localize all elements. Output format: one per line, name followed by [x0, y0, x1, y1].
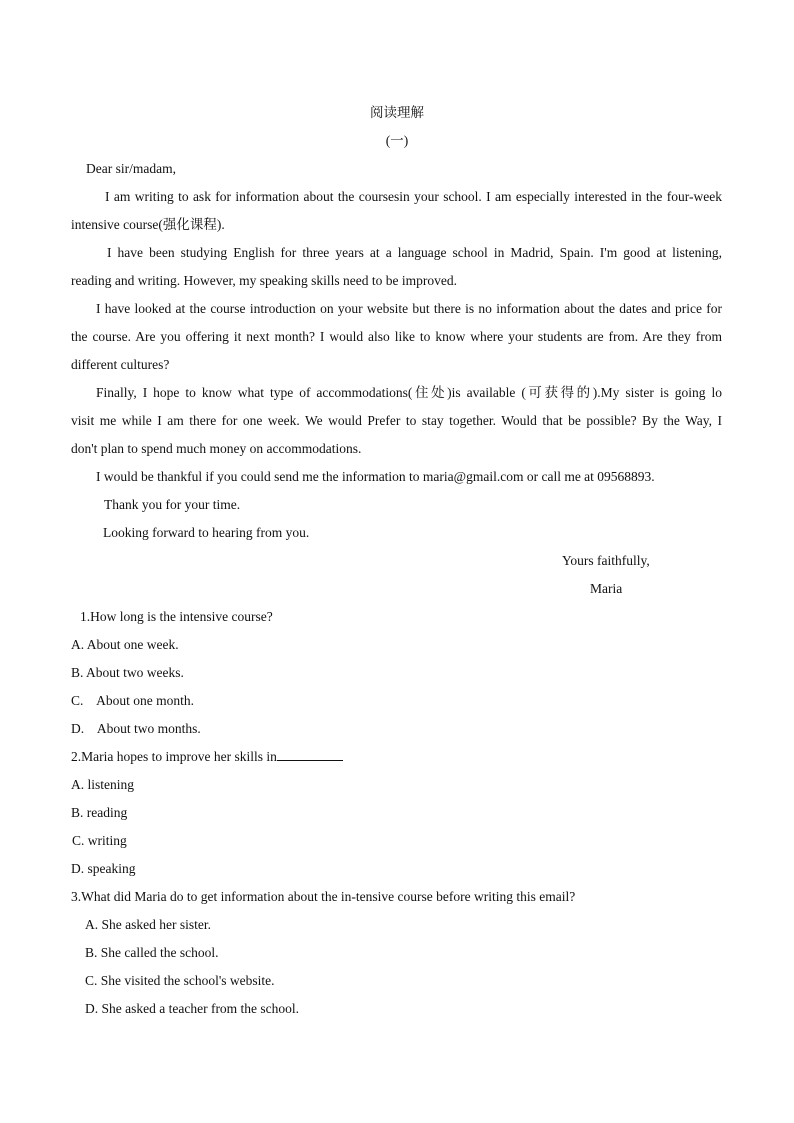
question-1-stem: 1.How long is the intensive course?	[80, 609, 273, 624]
signature: Maria	[590, 581, 623, 596]
looking-forward-line: Looking forward to hearing from you.	[103, 525, 310, 540]
closing: Yours faithfully,	[562, 553, 650, 568]
paragraph-5-line-1: I would be thankful if you could send me the information to maria@gmail.com or call me at 09568893.	[96, 469, 655, 484]
question-2-stem: 2.Maria hopes to improve her skills in	[71, 749, 277, 764]
answer-blank	[277, 748, 343, 761]
question-2-option-a: A. listening	[71, 777, 134, 792]
question-3-option-c: C. She visited the school's website.	[85, 973, 275, 988]
paragraph-1-line-1: I am writing to ask for information about the coursesin your school. I am especially interested in the four-week	[105, 189, 722, 204]
question-3-option-b: B. She called the school.	[85, 945, 219, 960]
paragraph-3-line-2: the course. Are you offering it next month? I would also like to know where your students are from. Are they from	[71, 329, 722, 344]
paragraph-3-line-1: I have looked at the course introduction on your website but there is no information about the dates and price for	[96, 301, 722, 316]
question-1-option-b: B. About two weeks.	[71, 665, 184, 680]
question-1-option-c: C. About one month.	[71, 693, 195, 708]
paragraph-1-line-2: intensive course(强化课程).	[71, 217, 225, 232]
question-3-option-d: D. She asked a teacher from the school.	[85, 1001, 300, 1016]
salutation: Dear sir/madam,	[86, 161, 176, 176]
paragraph-4-line-3: don't plan to spend much money on accommodations.	[71, 441, 362, 456]
section-number: (一)	[385, 133, 409, 148]
paragraph-2-line-1: I have been studying English for three years at a language school in Madrid, Spain. I'm good at listening,	[107, 245, 722, 260]
question-2-option-c: C. writing	[72, 833, 127, 848]
paragraph-4-line-1: Finally, I hope to know what type of accommodations(住处)is available (可获得的).My sister is going lo	[96, 385, 722, 400]
question-2-option-d: D. speaking	[71, 861, 136, 876]
paragraph-2-line-2: reading and writing. However, my speaking skills need to be improved.	[71, 273, 457, 288]
question-2-option-b: B. reading	[71, 805, 128, 820]
thanks-line: Thank you for your time.	[104, 497, 241, 512]
question-1-option-d: D. About two months.	[71, 721, 201, 736]
paragraph-3-line-3: different cultures?	[71, 357, 170, 372]
question-2-stem-line	[71, 748, 343, 766]
question-3-option-a: A. She asked her sister.	[85, 917, 211, 932]
document-title: 阅读理解	[370, 105, 424, 120]
question-3-stem: 3.What did Maria do to get information about the in-tensive course before writing this email?	[71, 889, 576, 904]
question-1-option-a: A. About one week.	[71, 637, 179, 652]
paragraph-4-line-2: visit me while I am there for one week. We would Prefer to stay together. Would that be possible? By the Way, I	[71, 413, 722, 428]
